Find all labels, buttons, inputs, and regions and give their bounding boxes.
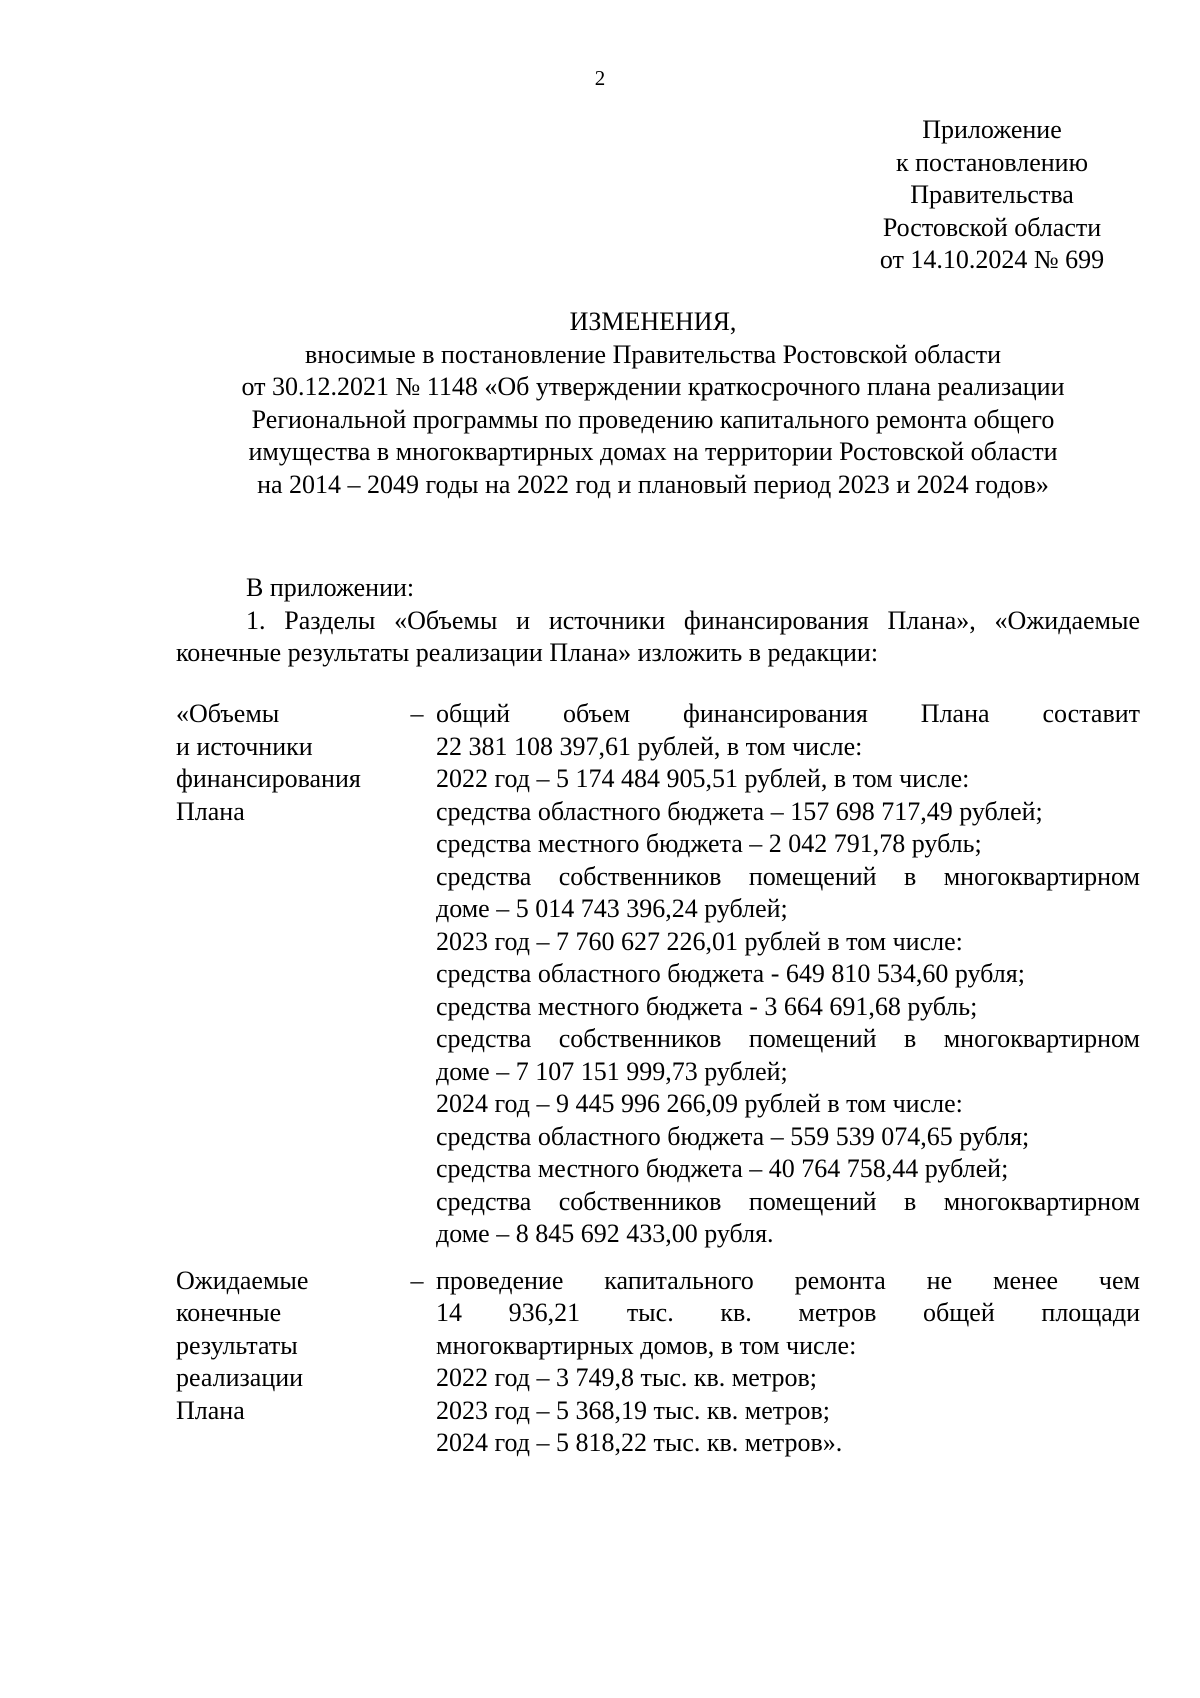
section-label xyxy=(176,698,398,1251)
text-line: многоквартирных домов, в том числе: xyxy=(436,1330,857,1360)
section-financing xyxy=(176,698,1140,1251)
label-line: конечные xyxy=(176,1298,282,1327)
document-title xyxy=(170,306,1136,501)
appendix-block xyxy=(848,114,1136,277)
label-line: Плана xyxy=(176,1395,245,1425)
section-label xyxy=(176,1251,398,1460)
label-line: Плана xyxy=(176,796,245,826)
label-line: результаты xyxy=(176,1330,298,1360)
text-line: 22 381 108 397,61 рублей, в том числе: xyxy=(436,731,863,761)
appendix-line: Правительства xyxy=(910,180,1074,209)
text-line: 14 936,21 тыс. кв. метров общей площади xyxy=(436,1298,1140,1327)
sections-table xyxy=(176,698,1140,1460)
section-text xyxy=(436,698,1140,1251)
text-line: доме – 8 845 692 433,00 рубля. xyxy=(436,1219,774,1248)
text-line: 2023 год – 5 368,19 тыс. кв. метров; xyxy=(436,1395,830,1425)
text-line: доме – 5 014 743 396,24 рублей; xyxy=(436,894,788,923)
text-line: доме – 7 107 151 999,73 рублей; xyxy=(436,1056,788,1086)
text-line: проведение капитального ремонта не менее чем xyxy=(436,1265,1140,1295)
intro-paragraph: В приложении: xyxy=(246,573,415,602)
text-line: общий объем финансирования Плана составит xyxy=(436,699,1140,728)
intro-text xyxy=(176,572,1140,670)
text-line: 2022 год – 5 174 484 905,51 рублей, в том числе: xyxy=(436,764,970,793)
text-line: средства собственников помещений в многоквартирном xyxy=(436,1186,1140,1216)
text-line: 2024 год – 9 445 996 266,09 рублей в том числе: xyxy=(436,1089,963,1118)
text-line: средства собственников помещений в многоквартирном xyxy=(436,1024,1140,1053)
text-line: средства местного бюджета – 2 042 791,78 рубль; xyxy=(436,829,982,858)
text-line: средства местного бюджета - 3 664 691,68 рубль; xyxy=(436,991,978,1021)
text-line: средства областного бюджета – 559 539 074,65 рубля; xyxy=(436,1121,1030,1151)
section-dash: – xyxy=(410,699,424,728)
text-line: средства областного бюджета – 157 698 717,49 рублей; xyxy=(436,796,1043,826)
appendix-line: Ростовской области xyxy=(882,212,1102,242)
section-text xyxy=(436,1251,1140,1460)
section-results xyxy=(176,1251,1140,1460)
section-dash: – xyxy=(410,1265,424,1295)
title-heading: ИЗМЕНЕНИЯ, xyxy=(569,307,737,336)
appendix-line: от 14.10.2024 № 699 xyxy=(879,245,1105,274)
text-line: 2022 год – 3 749,8 тыс. кв. метров; xyxy=(436,1363,817,1392)
text-line: 2023 год – 7 760 627 226,01 рублей в том числе: xyxy=(436,926,963,956)
label-line: и источники xyxy=(176,731,313,761)
title-line: на 2014 – 2049 годы на 2022 год и плановый период 2023 и 2024 годов» xyxy=(257,469,1049,499)
title-line: от 30.12.2021 № 1148 «Об утверждении краткосрочного плана реализации xyxy=(241,372,1065,401)
title-line: Региональной программы по проведению капитального ремонта общего xyxy=(251,404,1055,434)
text-line: 2024 год – 5 818,22 тыс. кв. метров». xyxy=(436,1428,843,1457)
intro-paragraph: 1. Разделы «Объемы и источники финансирования Плана», «Ожидаемые конечные результаты реализации Плана» изложить в редакции: xyxy=(176,605,1140,667)
label-line: Ожидаемые xyxy=(176,1265,309,1295)
text-line: средства собственников помещений в многоквартирном xyxy=(436,861,1140,891)
label-line: финансирования xyxy=(176,764,361,793)
title-line: вносимые в постановление Правительства Ростовской области xyxy=(304,339,1002,369)
text-line: средства местного бюджета – 40 764 758,44 рублей; xyxy=(436,1154,1009,1183)
title-line: имущества в многоквартирных домах на территории Ростовской области xyxy=(248,437,1058,466)
label-line: «Объемы xyxy=(176,699,280,728)
appendix-line: Приложение xyxy=(922,115,1062,144)
text-line: средства областного бюджета - 649 810 534,60 рубля; xyxy=(436,959,1025,988)
label-line: реализации xyxy=(176,1363,304,1392)
appendix-line: к постановлению xyxy=(895,147,1089,177)
page-number: 2 xyxy=(594,66,606,90)
